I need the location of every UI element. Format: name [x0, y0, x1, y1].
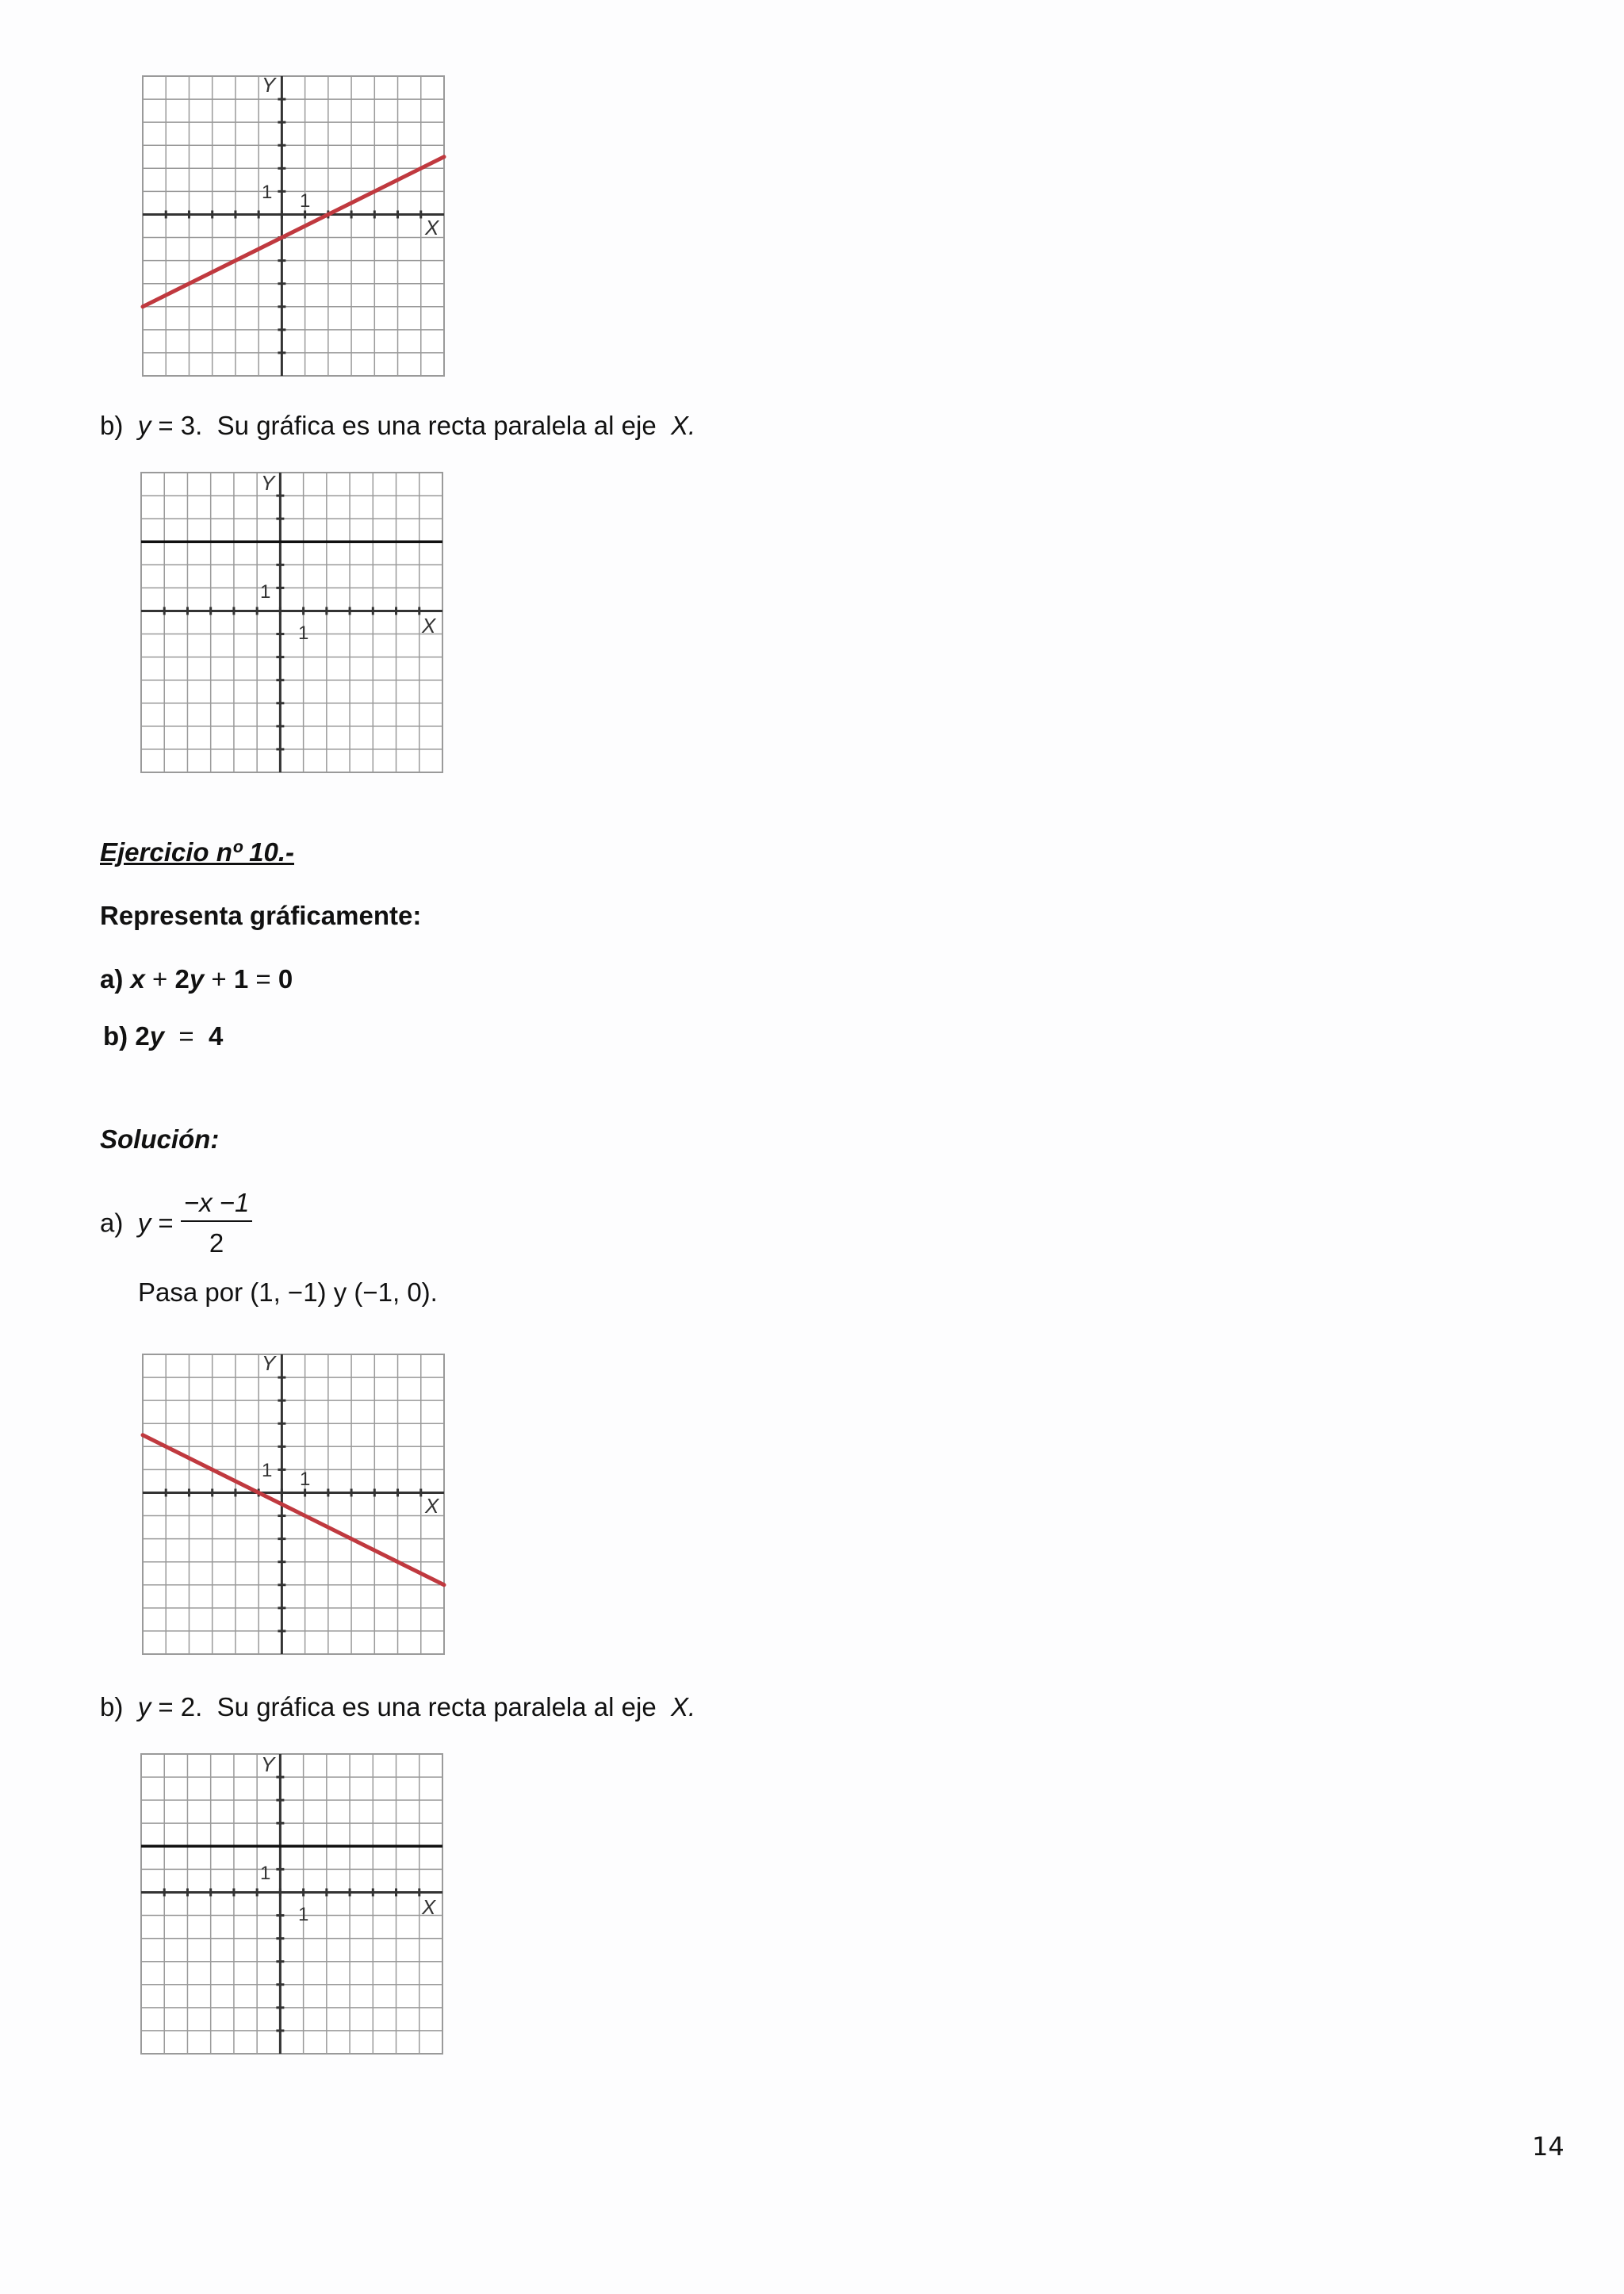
- fraction: $\frac{-x -1}{2}$: [181, 1189, 253, 1256]
- page-number: 14: [1532, 2131, 1565, 2162]
- y-tick-1: 1: [262, 182, 273, 203]
- grid-frame: [143, 76, 444, 376]
- grid-frame: [141, 1754, 442, 2054]
- exercise-instruction: Representa gráficamente:: [100, 901, 422, 930]
- solution-part-b: b) y = 2. Su gráfica es una recta paralela al eje X.: [100, 1692, 696, 1721]
- x-axis-label: X: [425, 216, 439, 239]
- graph-horizontal-line-y2: [140, 1752, 444, 2055]
- solution-part-a-formula: a) y = $\frac{-x -1}{2}$: [100, 1189, 252, 1256]
- x-axis-label: X: [422, 1895, 436, 1919]
- grid-frame: [141, 473, 442, 772]
- x-axis-label: X: [422, 614, 436, 638]
- y-tick-1: 1: [260, 581, 271, 603]
- grid-frame: [143, 1354, 444, 1654]
- y-axis-label: Y: [261, 471, 275, 495]
- graph-horizontal-line-y3: [140, 471, 444, 774]
- exercise-title: Ejercicio nº 10.-: [100, 837, 294, 867]
- y-tick-1: 1: [262, 1460, 273, 1481]
- y-axis-label: Y: [262, 1351, 276, 1375]
- y-axis-label: Y: [262, 73, 276, 97]
- exercise-part-b: b) 2y = 4: [103, 1021, 224, 1051]
- x-axis-label: X: [425, 1494, 439, 1518]
- y-tick-1: 1: [260, 1863, 271, 1884]
- x-tick-1: 1: [298, 1904, 309, 1925]
- x-tick-1: 1: [300, 1469, 311, 1490]
- graph-line-negative-slope: [141, 1353, 446, 1656]
- solution-title: Solución:: [100, 1124, 220, 1154]
- x-tick-1: 1: [298, 622, 309, 644]
- y-axis-label: Y: [261, 1752, 275, 1776]
- exercise-part-a: a) x + 2y + 1 = 0: [100, 964, 293, 994]
- solution-part-a-points: Pasa por (1, −1) y (−1, 0).: [138, 1277, 438, 1307]
- graph-line-positive-slope: [141, 75, 446, 377]
- previous-answer-b: b) y = 3. Su gráfica es una recta paralela al eje X.: [100, 411, 696, 440]
- x-tick-1: 1: [300, 190, 311, 212]
